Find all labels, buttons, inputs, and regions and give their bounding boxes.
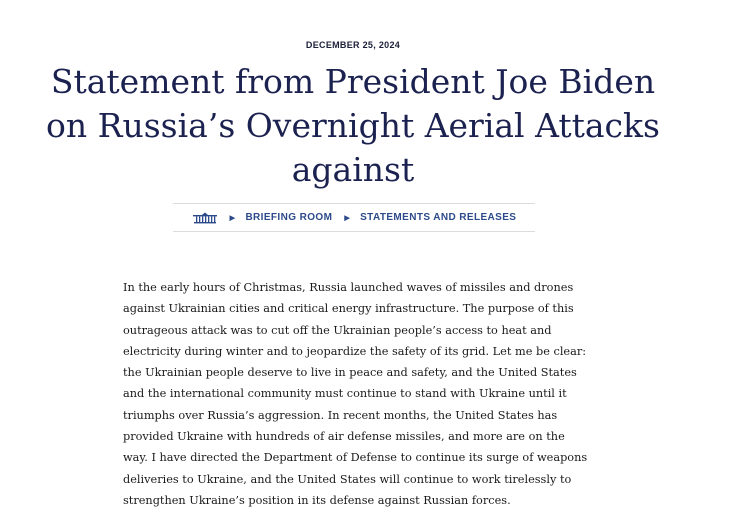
breadcrumb-statements-and-releases[interactable]: STATEMENTS AND RELEASES — [360, 212, 517, 223]
statement-body: In the early hours of Christmas, Russia launched waves of missiles and drones against Ukrainian cities and critical energy infrastructure. The purpose of this outrageous attack was to cut off the Ukrainian people’s access to heat and electricity during winter and to jeopardize the safety of its grid. Let me be clear: the Ukrainian people deserve to live in peace and safety, and the United States and the international community must continue to stand with Ukraine until it triumphs over Russia’s aggression. In recent months, the United States has provided Ukraine with hundreds of air defense missiles, and more are on the way. I have directed the Department of Defense to continue its surge of weapons deliveries to Ukraine, and the United States will continue to work tirelessly to strengthen Ukraine’s position in its defense against Russian forces. — [123, 281, 588, 507]
chevron-right-icon: ▶ — [344, 214, 351, 222]
publish-date: DECEMBER 25, 2024 — [305, 40, 401, 50]
chevron-right-icon: ▶ — [229, 214, 236, 222]
breadcrumb-home-link[interactable] — [192, 212, 218, 224]
white-house-icon — [192, 212, 218, 224]
breadcrumb — [173, 203, 535, 232]
page-title: Statement from President Joe Biden on Russia’s Overnight Aerial Attacks against — [46, 62, 660, 189]
breadcrumb-briefing-room[interactable]: BRIEFING ROOM — [245, 212, 333, 223]
